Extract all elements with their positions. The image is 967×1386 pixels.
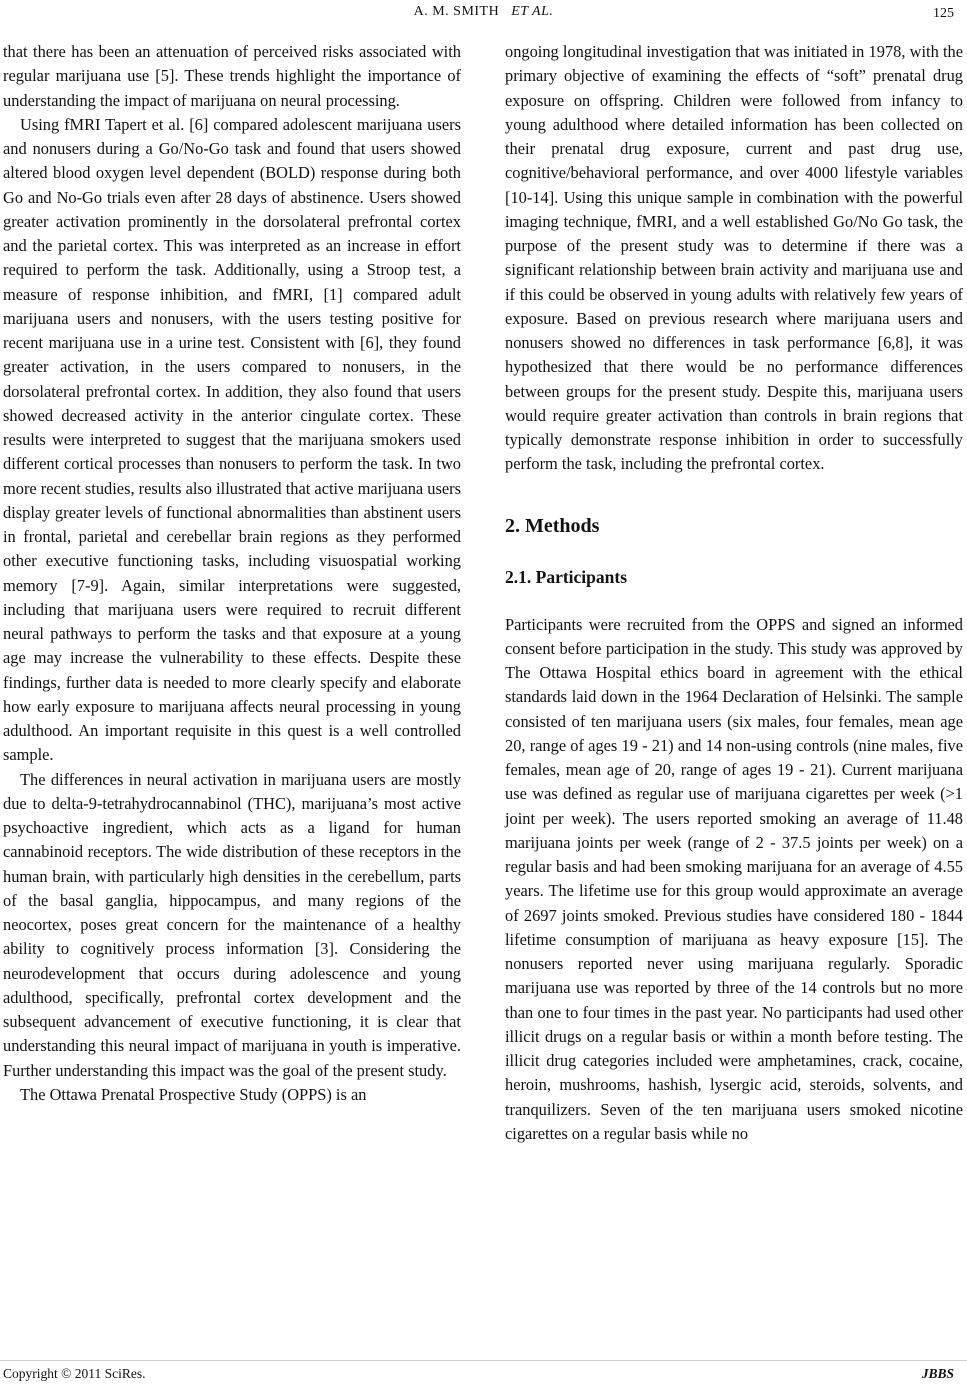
left-column <box>3 40 461 1107</box>
footer-divider <box>0 1360 967 1361</box>
paragraph: The differences in neural activation in marijuana users are mostly due to delta-9-tetrahydrocannabinol (THC), marijuana’s most active psychoactive ingredient, which acts as a ligand for human cannabinoid receptors. The wide distribution of these receptors in the human brain, with particularly high densities in the cerebellum, parts of the basal ganglia, hippocampus, and many regions of the neocortex, poses great concern for the maintenance of a healthy ability to cognitively process information [3]. Considering the neurodevelopment that occurs during adolescence and young adulthood, specifically, prefrontal cortex development and the subsequent advancement of executive functioning, it is clear that understanding this neural impact of marijuana in youth is imperative. Further understanding this impact was the goal of the present study. <box>3 769 461 1080</box>
header-authors: A. M. SMITH <box>413 4 500 19</box>
page-number: 125 <box>933 6 954 21</box>
paragraph: The Ottawa Prenatal Prospective Study (OPPS) is an <box>20 1084 367 1104</box>
paragraph: that there has been an attenuation of perceived risks associated with regular marijuana use [5]. These trends highlight the importance of understanding the impact of marijuana on neural processing. <box>3 42 461 110</box>
journal-abbreviation: JBBS <box>921 1366 954 1381</box>
paragraph: ongoing longitudinal investigation that was initiated in 1978, with the primary objective of examining the effects of “soft” prenatal drug exposure on offspring. Children were followed from infancy to young adulthood where detailed information has been collected on their prenatal drug exposure, current and past drug use, cognitive/behavioral performance, and over 4000 lifestyle variables [10-14]. Using this unique sample in combination with the powerful imaging technique, fMRI, and a well established Go/No Go task, the purpose of the present study was to determine if there was a significant relationship between brain activity and marijuana use and if this could be observed in young adults with relatively few years of exposure. Based on previous research where marijuana users and nonusers showed no differences in task performance [6,8], it was hypothesized that there would be no performance differences between groups for the present study. Despite this, marijuana users would require greater activation than controls in brain regions that typically demonstrate response inhibition in order to successfully perform the task, including the prefrontal cortex. <box>505 42 963 474</box>
section-heading: 2. Methods <box>505 514 600 537</box>
header-et-al: ET AL. <box>511 4 554 19</box>
copyright-notice: Copyright © 2011 SciRes. <box>3 1366 146 1381</box>
right-column <box>505 40 963 1146</box>
paragraph: Participants were recruited from the OPPS and signed an informed consent before participation in the study. This study was approved by The Ottawa Hospital ethics board in agreement with the ethical standards laid down in the 1964 Declaration of Helsinki. The sample consisted of ten marijuana users (six males, four females, mean age 20, range of ages 19 - 21) and 14 non-using controls (nine males, five females, mean age of 20, range of ages 19 - 21). Current marijuana use was defined as regular use of marijuana cigarettes per week (>1 joint per week). The users reported smoking an average of 11.48 marijuana joints per week (range of 2 - 37.5 joints per week) on a regular basis and had been smoking marijuana for an average of 4.55 years. The lifetime use for this group would approximate an average of 2697 joints smoked. Previous studies have considered 180 - 1844 lifetime consumption of marijuana as heavy exposure [15]. The nonusers reported never using marijuana regularly. Sporadic marijuana use was reported by three of the 14 controls but no more than one to four times in the past year. No participants had used other illicit drugs on a regular basis or within a month before testing. The illicit drug categories included were amphetamines, crack, cocaine, heroin, mushrooms, hashish, lysergic acid, steroids, solvents, and tranquilizers. Seven of the ten marijuana users smoked nicotine cigarettes on a regular basis while no <box>505 614 963 1143</box>
subsection-heading: 2.1. Participants <box>505 566 628 587</box>
running-header <box>0 4 967 20</box>
paragraph: Using fMRI Tapert et al. [6] compared adolescent marijuana users and nonusers during a Go/No-Go task and found that users showed altered blood oxygen level dependent (BOLD) response during both Go and No-Go trials even after 28 days of abstinence. Users showed greater activation prominently in the dorsolateral prefrontal cortex and the parietal cortex. This was interpreted as an increase in effort required to perform the task. Additionally, using a Stroop test, a measure of response inhibition, and fMRI, [1] compared adult marijuana users and nonusers, with the users testing positive for recent marijuana use in a urine test. Consistent with [6], they found greater activation, in the users compared to nonusers, in the dorsolateral prefrontal cortex. In addition, they also found that users showed decreased activity in the anterior cingulate cortex. These results were interpreted to suggest that the marijuana smokers used different cortical processes than nonusers to perform the task. In two more recent studies, results also illustrated that active marijuana users display greater levels of functional abnormalities than abstinent users in frontal, parietal and cerebellar brain regions as they performed other executive functioning tasks, including visuospatial working memory [7-9]. Again, similar interpretations were suggested, including that marijuana users were required to recruit different neural pathways to perform the tasks and that exposure at a young age may increase the vulnerability to these effects. Despite these findings, further data is needed to more clearly specify and elaborate how early exposure to marijuana affects neural processing in young adulthood. An important requisite in this quest is a well controlled sample. <box>3 114 461 765</box>
